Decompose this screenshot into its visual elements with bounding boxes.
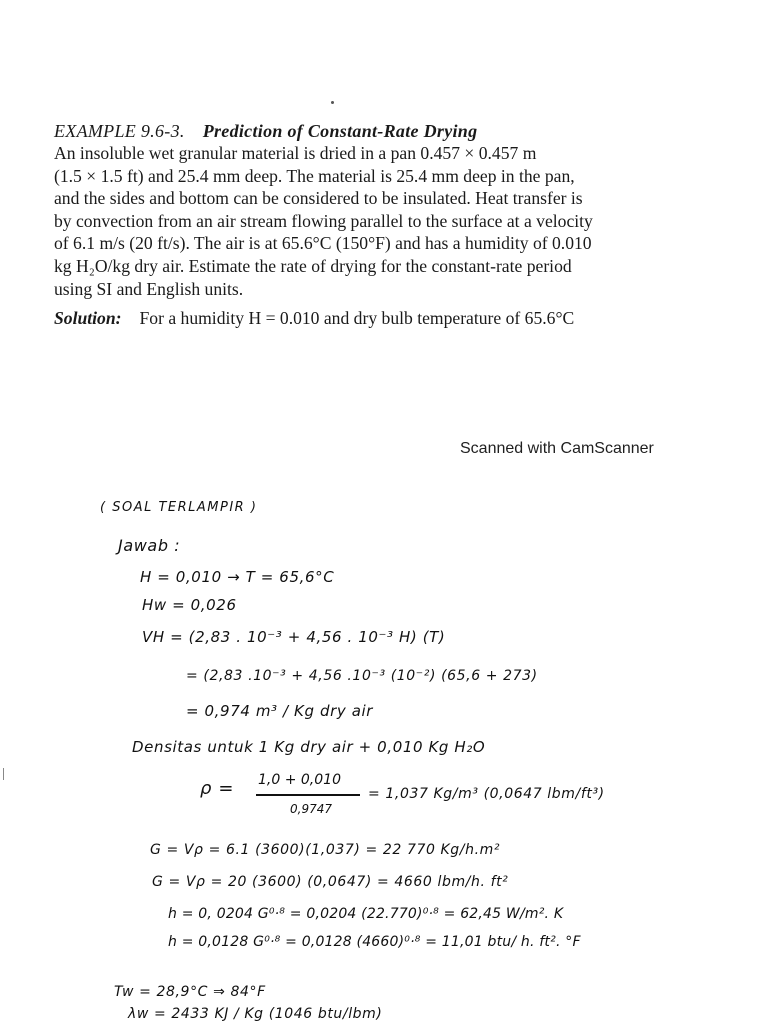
- handwritten-line: G = Vρ = 20 (3600) (0,0647) = 4660 lbm/h. ft²: [152, 874, 509, 890]
- handwritten-line: h = 0,0128 G⁰·⁸ = 0,0128 (4660)⁰·⁸ = 11,01 btu/ h. ft². °F: [168, 934, 581, 950]
- problem-line: of 6.1 m/s (20 ft/s). The air is at 65.6°C (150°F) and has a humidity of 0.010: [54, 233, 592, 254]
- problem-line: and the sides and bottom can be considered to be insulated. Heat transfer is: [54, 188, 583, 209]
- handwritten-line: VH = (2,83 . 10⁻³ + 4,56 . 10⁻³ H) (T): [142, 628, 446, 646]
- handwritten-line: Tw = 28,9°C ⇒ 84°F: [114, 984, 266, 1000]
- rho-symbol: ρ =: [200, 778, 235, 799]
- handwritten-line: λw = 2433 KJ / Kg (1046 btu/lbm): [128, 1006, 383, 1022]
- handwritten-line: H = 0,010 → T = 65,6°C: [140, 568, 335, 586]
- handwritten-line: = 0,974 m³ / Kg dry air: [186, 702, 374, 720]
- solution-text: For a humidity H = 0.010 and dry bulb temperature of 65.6°C: [139, 308, 575, 329]
- handwritten-line: Densitas untuk 1 Kg dry air + 0,010 Kg H₂O: [132, 738, 486, 756]
- rho-denominator: 0,9747: [290, 802, 332, 816]
- problem-line: kg H₂O/kg dry air. Estimate the rate of drying for the constant-rate period: [54, 255, 572, 276]
- fraction-bar: [256, 794, 360, 796]
- example-title: Prediction of Constant-Rate Drying: [202, 121, 478, 141]
- handwritten-line: Hw = 0,026: [142, 596, 237, 614]
- problem-line: (1.5 × 1.5 ft) and 25.4 mm deep. The material is 25.4 mm deep in the pan,: [54, 165, 575, 186]
- handwritten-line: G = Vρ = 6.1 (3600)(1,037) = 22 770 Kg/h.m²: [150, 842, 501, 858]
- rho-numerator: 1,0 + 0,010: [258, 772, 341, 788]
- rho-result: = 1,037 Kg/m³ (0,0647 lbm/ft³): [368, 786, 605, 802]
- problem-line: by convection from an air stream flowing parallel to the surface at a velocity: [54, 210, 593, 231]
- example-label: EXAMPLE 9.6-3.: [54, 121, 185, 141]
- camscanner-watermark: Scanned with CamScanner: [460, 440, 654, 457]
- handwritten-line: = (2,83 .10⁻³ + 4,56 .10⁻³ (10⁻²) (65,6 + 273): [186, 668, 538, 684]
- handwritten-line: h = 0, 0204 G⁰·⁸ = 0,0204 (22.770)⁰·⁸ = 62,45 W/m². K: [168, 906, 564, 922]
- problem-line: An insoluble wet granular material is dried in a pan 0.457 × 0.457 m: [54, 143, 537, 163]
- solution-label: Solution:: [54, 308, 122, 329]
- handwritten-answer-label: Jawab :: [118, 536, 181, 555]
- problem-line: using SI and English units.: [54, 278, 244, 299]
- handwritten-header: ( SOAL TERLAMPIR ): [100, 500, 258, 515]
